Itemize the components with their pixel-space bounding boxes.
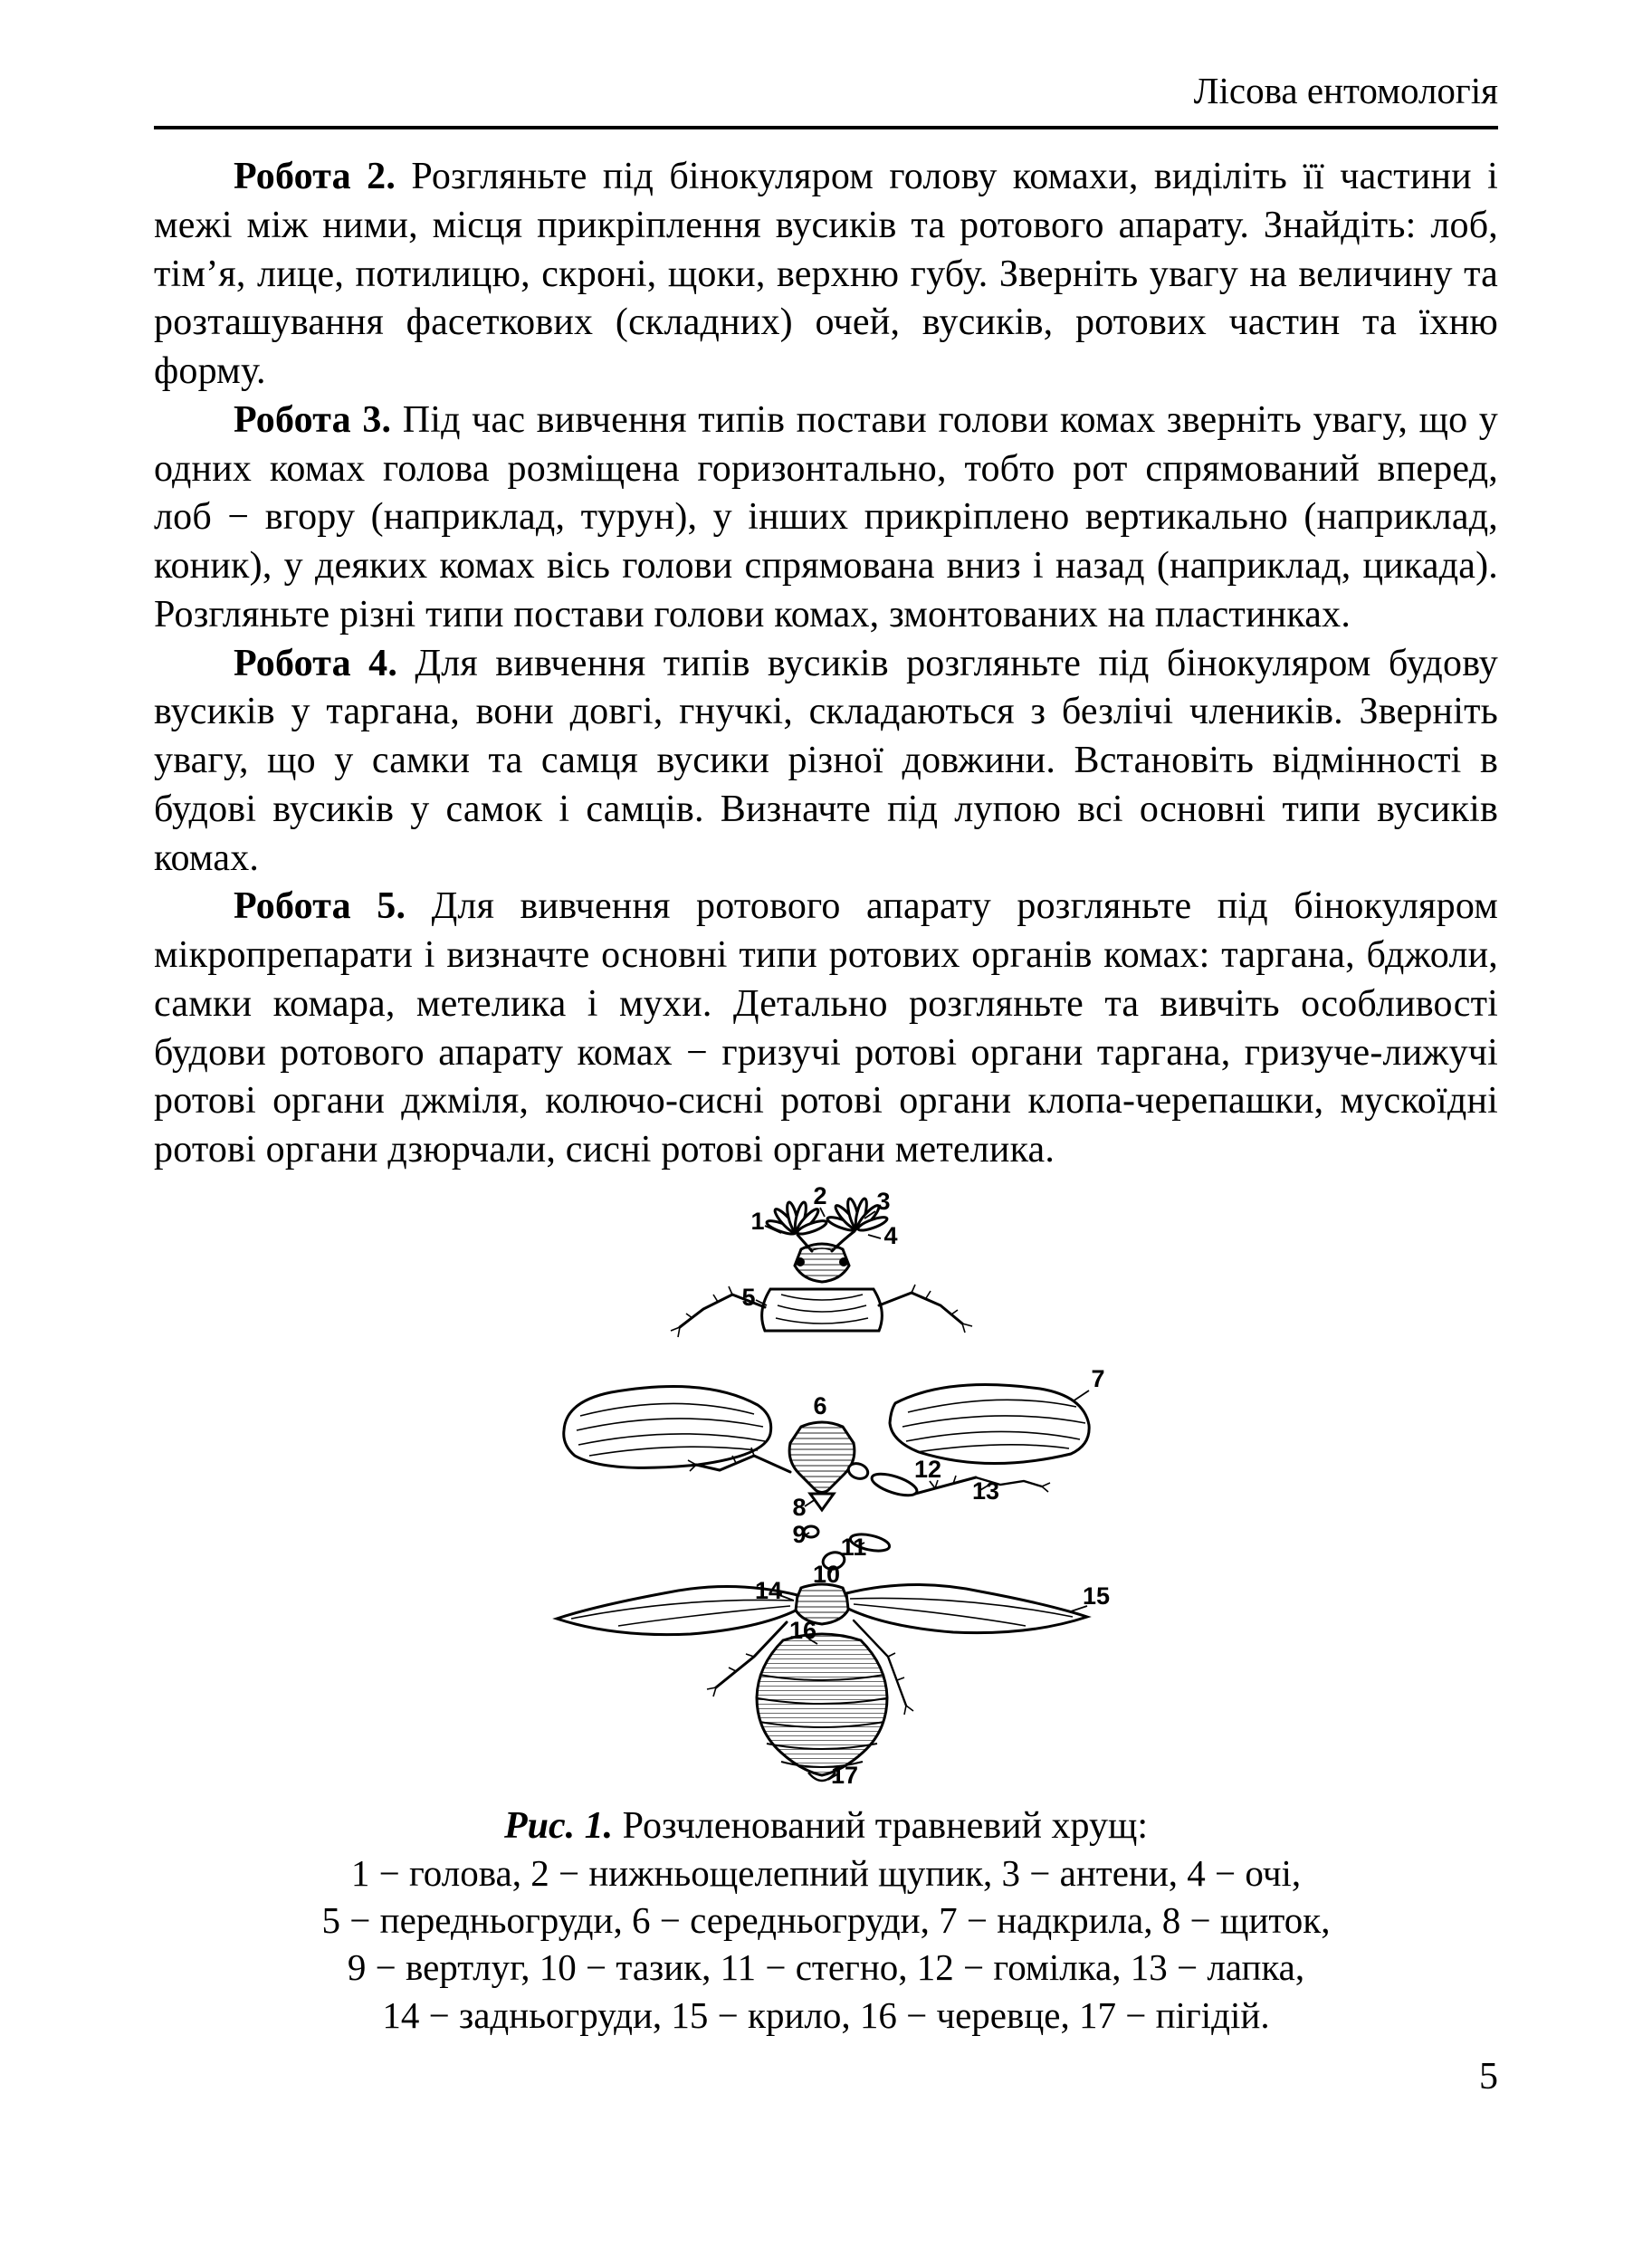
paragraph-robota-5 xyxy=(154,883,1498,1175)
figure-label-9: 9 xyxy=(791,1520,807,1548)
pronotum-drawing xyxy=(671,1285,972,1337)
paragraph-robota-2 xyxy=(154,153,1498,397)
figure-label-4: 4 xyxy=(883,1221,898,1249)
figure-label-17: 17 xyxy=(830,1761,858,1789)
middle-legs-drawing xyxy=(688,1448,1050,1572)
running-head xyxy=(154,71,1498,129)
figure-label-3: 3 xyxy=(875,1187,891,1215)
figure-label-5: 5 xyxy=(740,1283,756,1311)
body-text xyxy=(154,153,1498,1175)
figure-label-15: 15 xyxy=(1082,1582,1110,1610)
figure-label-8: 8 xyxy=(791,1493,807,1521)
paragraph-lead: Робота 3. xyxy=(234,398,392,441)
abdomen-drawing xyxy=(757,1634,887,1781)
paragraph-body: Для вивчення ротового апарату розгляньте під бінокуляром мікропрепарати і визначте основні типи ротових органів комах: таргана, бджоли, самки комара, метелика і мухи. Детально розгляньте та вивчіть особливості будови ротового апарату комах − гризучі ротові органи таргана, гризуче-лижучі ротові органи джміля, колючо-сисні ротові органи клопа-черепашки, мускоїдні ротові органи дзюрчали, сисні ротові органи метелика. xyxy=(154,885,1499,1171)
figure-legend xyxy=(154,1849,1498,2038)
paragraph-lead: Робота 2. xyxy=(234,156,396,198)
figure-caption-text: Розчленований травневий хрущ: xyxy=(622,1804,1148,1847)
paragraph-lead: Робота 5. xyxy=(234,885,406,928)
figure-caption xyxy=(154,1802,1498,1850)
figure-label-10: 10 xyxy=(812,1560,840,1588)
figure-label-1: 1 xyxy=(750,1207,765,1235)
figure-label-14: 14 xyxy=(754,1576,782,1604)
figure-label-16: 16 xyxy=(788,1616,816,1644)
figure xyxy=(154,1186,1498,1797)
figure-label-7: 7 xyxy=(1090,1364,1105,1392)
wing-right-drawing xyxy=(846,1584,1087,1632)
figure-label-11: 11 xyxy=(840,1533,866,1561)
beetle-figure-illustration xyxy=(482,1186,1170,1792)
paragraph-body: Для вивчення типів вусиків розгляньте під бінокуляром будову вусиків у таргана, вони довгі, гнучкі, складаються з безлічі члеників. Зверніть увагу, що у самки та самця вусики різної довжини. Встановіть відмінності в будові вусиків у самок і самців. Визначте під лупою всі основні типи вусиків комах. xyxy=(154,642,1499,879)
legend-line: 1 − голова, 2 − нижньощелепний щупик, 3 − антени, 4 − очі, xyxy=(350,1852,1302,1895)
legend-line: 5 − передньогруди, 6 − середньогруди, 7 − надкрила, 8 − щиток, xyxy=(321,1899,1331,1942)
head-drawing xyxy=(795,1244,849,1282)
legend-line: 9 − вертлуг, 10 − тазик, 11 − стегно, 12 − гомілка, 13 − лапка, xyxy=(347,1946,1305,1989)
running-head-title: Лісова ентомологія xyxy=(1193,70,1498,111)
figure-label-6: 6 xyxy=(812,1391,827,1419)
paragraph-robota-4 xyxy=(154,640,1498,884)
paragraph-lead: Робота 4. xyxy=(234,642,398,684)
elytron-left-drawing xyxy=(563,1386,770,1467)
paragraph-body: Під час вивчення типів постави голови комах зверніть увагу, що у одних комах голова розміщена горизонтально, тобто рот спрямований вперед, лоб − вгору (наприклад, турун), у інших прикріплено вертикально (наприклад, коник), у деяких комах вісь голови спрямована вниз і назад (наприклад, цикада). Розгляньте різні типи постави голови комах, змонтованих на пластинках. xyxy=(154,398,1498,636)
figure-label-12: 12 xyxy=(913,1455,941,1483)
elytron-right-drawing xyxy=(890,1384,1089,1463)
figure-caption-label: Рис. 1. xyxy=(504,1804,614,1847)
figure-label-2: 2 xyxy=(812,1185,827,1209)
paragraph-body: Розгляньте під бінокуляром голову комахи, виділіть її частини і межі між ними, місця прикріплення вусиків та ротового апарату. Знайдіть: лоб, тім’я, лице, потилицю, скроні, щоки, верхню губу. Зверніть увагу на величину та розташування фасеткових (складних) очей, вусиків, ротових частин та їхню форму. xyxy=(154,156,1498,393)
page-number: 5 xyxy=(1479,2055,1498,2098)
legend-line: 14 − задньогруди, 15 − крило, 16 − черевце, 17 − пігідій. xyxy=(382,1993,1270,2036)
figure-label-13: 13 xyxy=(971,1477,999,1505)
paragraph-robota-3 xyxy=(154,397,1498,640)
